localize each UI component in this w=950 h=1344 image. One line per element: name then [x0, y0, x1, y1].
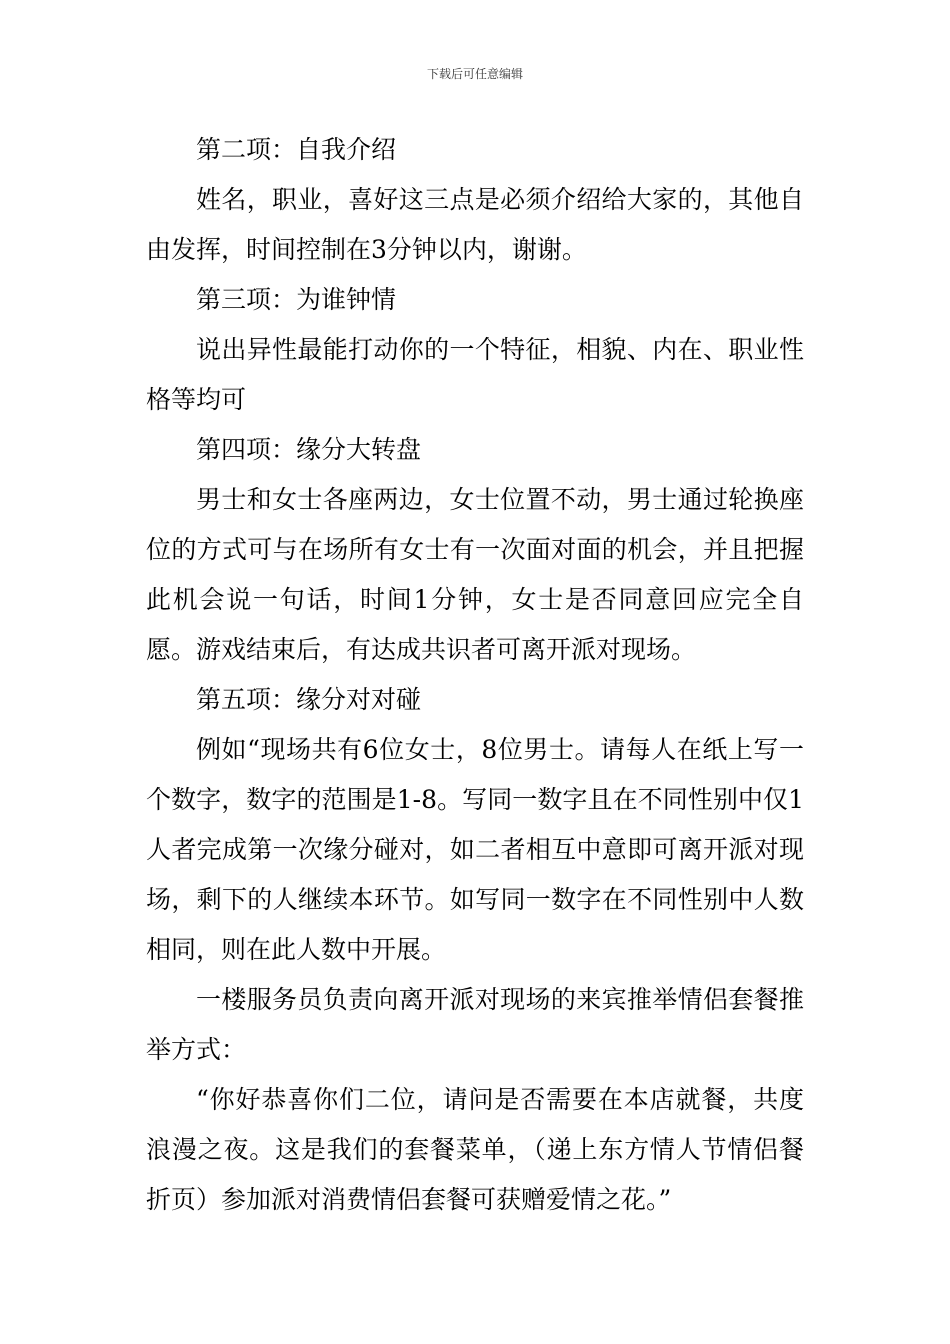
- section-heading-fate-wheel: 第四项：缘分大转盘: [196, 435, 422, 464]
- paragraph-fate-wheel: 男士和女士各座两边，女士位置不动，男士通过轮换座位的方式可与在场所有女士有一次面对面的机会，并且把握此机会说一句话，时间1分钟，女士是否同意回应完全自愿。游戏结束后，有达成共识者可离开派对现场。: [146, 485, 804, 664]
- paragraph-self-introduction: 姓名，职业，喜好这三点是必须介绍给大家的，其他自由发挥，时间控制在3分钟以内，谢谢。: [146, 185, 804, 264]
- section-heading-for-whom: 第三项：为谁钟情: [196, 285, 397, 314]
- paragraph-for-whom: 说出异性最能打动你的一个特征，相貌、内在、职业性格等均可: [146, 335, 804, 414]
- page-header: 下载后可任意编辑: [426, 67, 523, 81]
- paragraph-staff-recommendation: 一楼服务员负责向离开派对现场的来宾推举情侣套餐推举方式：: [146, 985, 804, 1064]
- paragraph-fate-match: 例如“现场共有6位女士，8位男士。请每人在纸上写一个数字，数字的范围是1-8。写同一数字且在不同性别中仅1人者完成第一次缘分碰对，如二者相互中意即可离开派对现场，剩下的人继续本环节。如写同一数字在不同性别中人数相同，则在此人数中开展。: [146, 735, 804, 964]
- section-heading-self-introduction: 第二项：自我介绍: [196, 135, 397, 164]
- paragraph-recommendation-script: “你好恭喜你们二位，请问是否需要在本店就餐，共度浪漫之夜。这是我们的套餐菜单，（递上东方情人节情侣餐折页）参加派对消费情侣套餐可获赠爱情之花。”: [146, 1085, 804, 1214]
- section-heading-fate-match: 第五项：缘分对对碰: [196, 685, 422, 714]
- document-body: [146, 125, 804, 1225]
